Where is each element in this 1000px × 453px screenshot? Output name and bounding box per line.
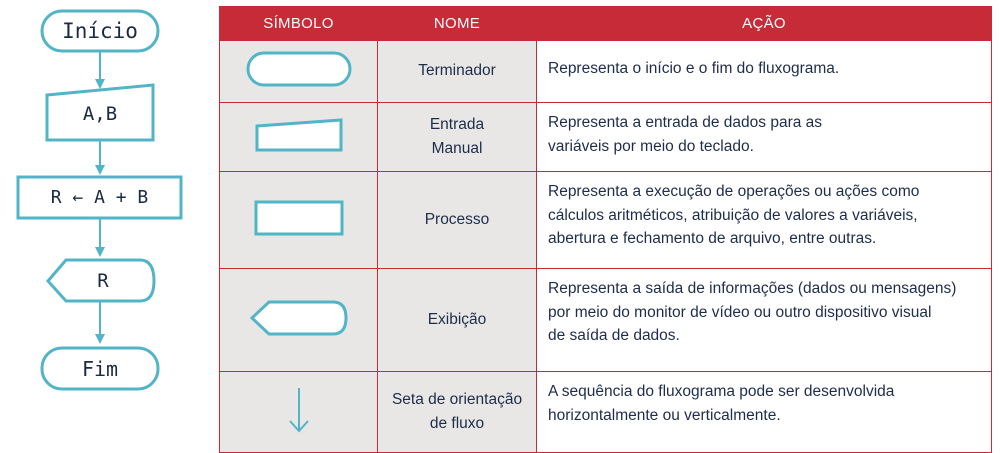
table-row bbox=[220, 103, 992, 172]
action-line: abertura e fechamento de arquivo, entre outras. bbox=[548, 230, 877, 248]
action-line: cálculos aritméticos, atribuição de valores a variáveis, bbox=[548, 206, 918, 224]
name-line: Seta de orientação bbox=[391, 390, 523, 408]
end-label: Fim bbox=[81, 356, 119, 381]
name-line: Exibição bbox=[427, 310, 487, 328]
terminator-shape-icon bbox=[246, 51, 352, 87]
name-cell bbox=[378, 269, 537, 372]
action-line: Representa o início e o fim do fluxograma. bbox=[548, 59, 840, 77]
action-line: variáveis por meio do teclado. bbox=[548, 137, 754, 155]
table-row bbox=[220, 372, 992, 453]
action-cell bbox=[537, 269, 992, 372]
example-flowchart bbox=[0, 0, 205, 401]
name-line: Processo bbox=[424, 210, 490, 228]
symbol-cell bbox=[220, 269, 378, 372]
action-line: horizontalmente ou verticalmente. bbox=[548, 406, 781, 424]
name-cell bbox=[378, 372, 537, 453]
header-symbol: SÍMBOLO bbox=[220, 7, 378, 41]
process-shape-icon bbox=[253, 199, 345, 237]
table-row bbox=[220, 41, 992, 103]
action-line: Representa a saída de informações (dados ou mensagens) bbox=[548, 280, 957, 297]
display-shape-icon bbox=[249, 299, 349, 337]
action-line: Representa a execução de operações ou ações como bbox=[548, 183, 920, 200]
header-action: AÇÃO bbox=[537, 7, 992, 41]
flowchart-symbols-table bbox=[219, 6, 991, 432]
table-header-row bbox=[220, 7, 992, 41]
name-cell bbox=[378, 172, 537, 269]
symbol-cell bbox=[220, 103, 378, 172]
manual-input-shape-icon bbox=[253, 117, 345, 153]
action-cell bbox=[537, 41, 992, 103]
name-cell bbox=[378, 103, 537, 172]
name-line: Terminador bbox=[418, 62, 496, 80]
name-line: Entrada bbox=[429, 115, 485, 133]
table-row bbox=[220, 172, 992, 269]
flow-arrow-icon bbox=[287, 386, 311, 434]
header-name: NOME bbox=[378, 7, 537, 41]
action-cell bbox=[537, 172, 992, 269]
name-line: Manual bbox=[431, 140, 483, 157]
symbol-cell bbox=[220, 172, 378, 269]
display-label: R bbox=[97, 269, 109, 292]
input-label: A,B bbox=[82, 103, 118, 125]
table-row bbox=[220, 269, 992, 372]
action-line: Representa a entrada de dados para as bbox=[548, 114, 823, 131]
symbol-cell bbox=[220, 372, 378, 453]
action-line: de saída de dados. bbox=[548, 327, 680, 345]
action-line: A sequência do fluxograma pode ser desenvolvida bbox=[548, 383, 895, 400]
name-line: de fluxo bbox=[429, 415, 485, 432]
name-cell bbox=[378, 41, 537, 103]
action-line: por meio do monitor de vídeo ou outro dispositivo visual bbox=[548, 303, 932, 321]
action-cell bbox=[537, 103, 992, 172]
action-cell bbox=[537, 372, 992, 453]
symbol-cell bbox=[220, 41, 378, 103]
start-label: Início bbox=[62, 19, 138, 43]
process-label: R ← A + B bbox=[50, 187, 149, 208]
